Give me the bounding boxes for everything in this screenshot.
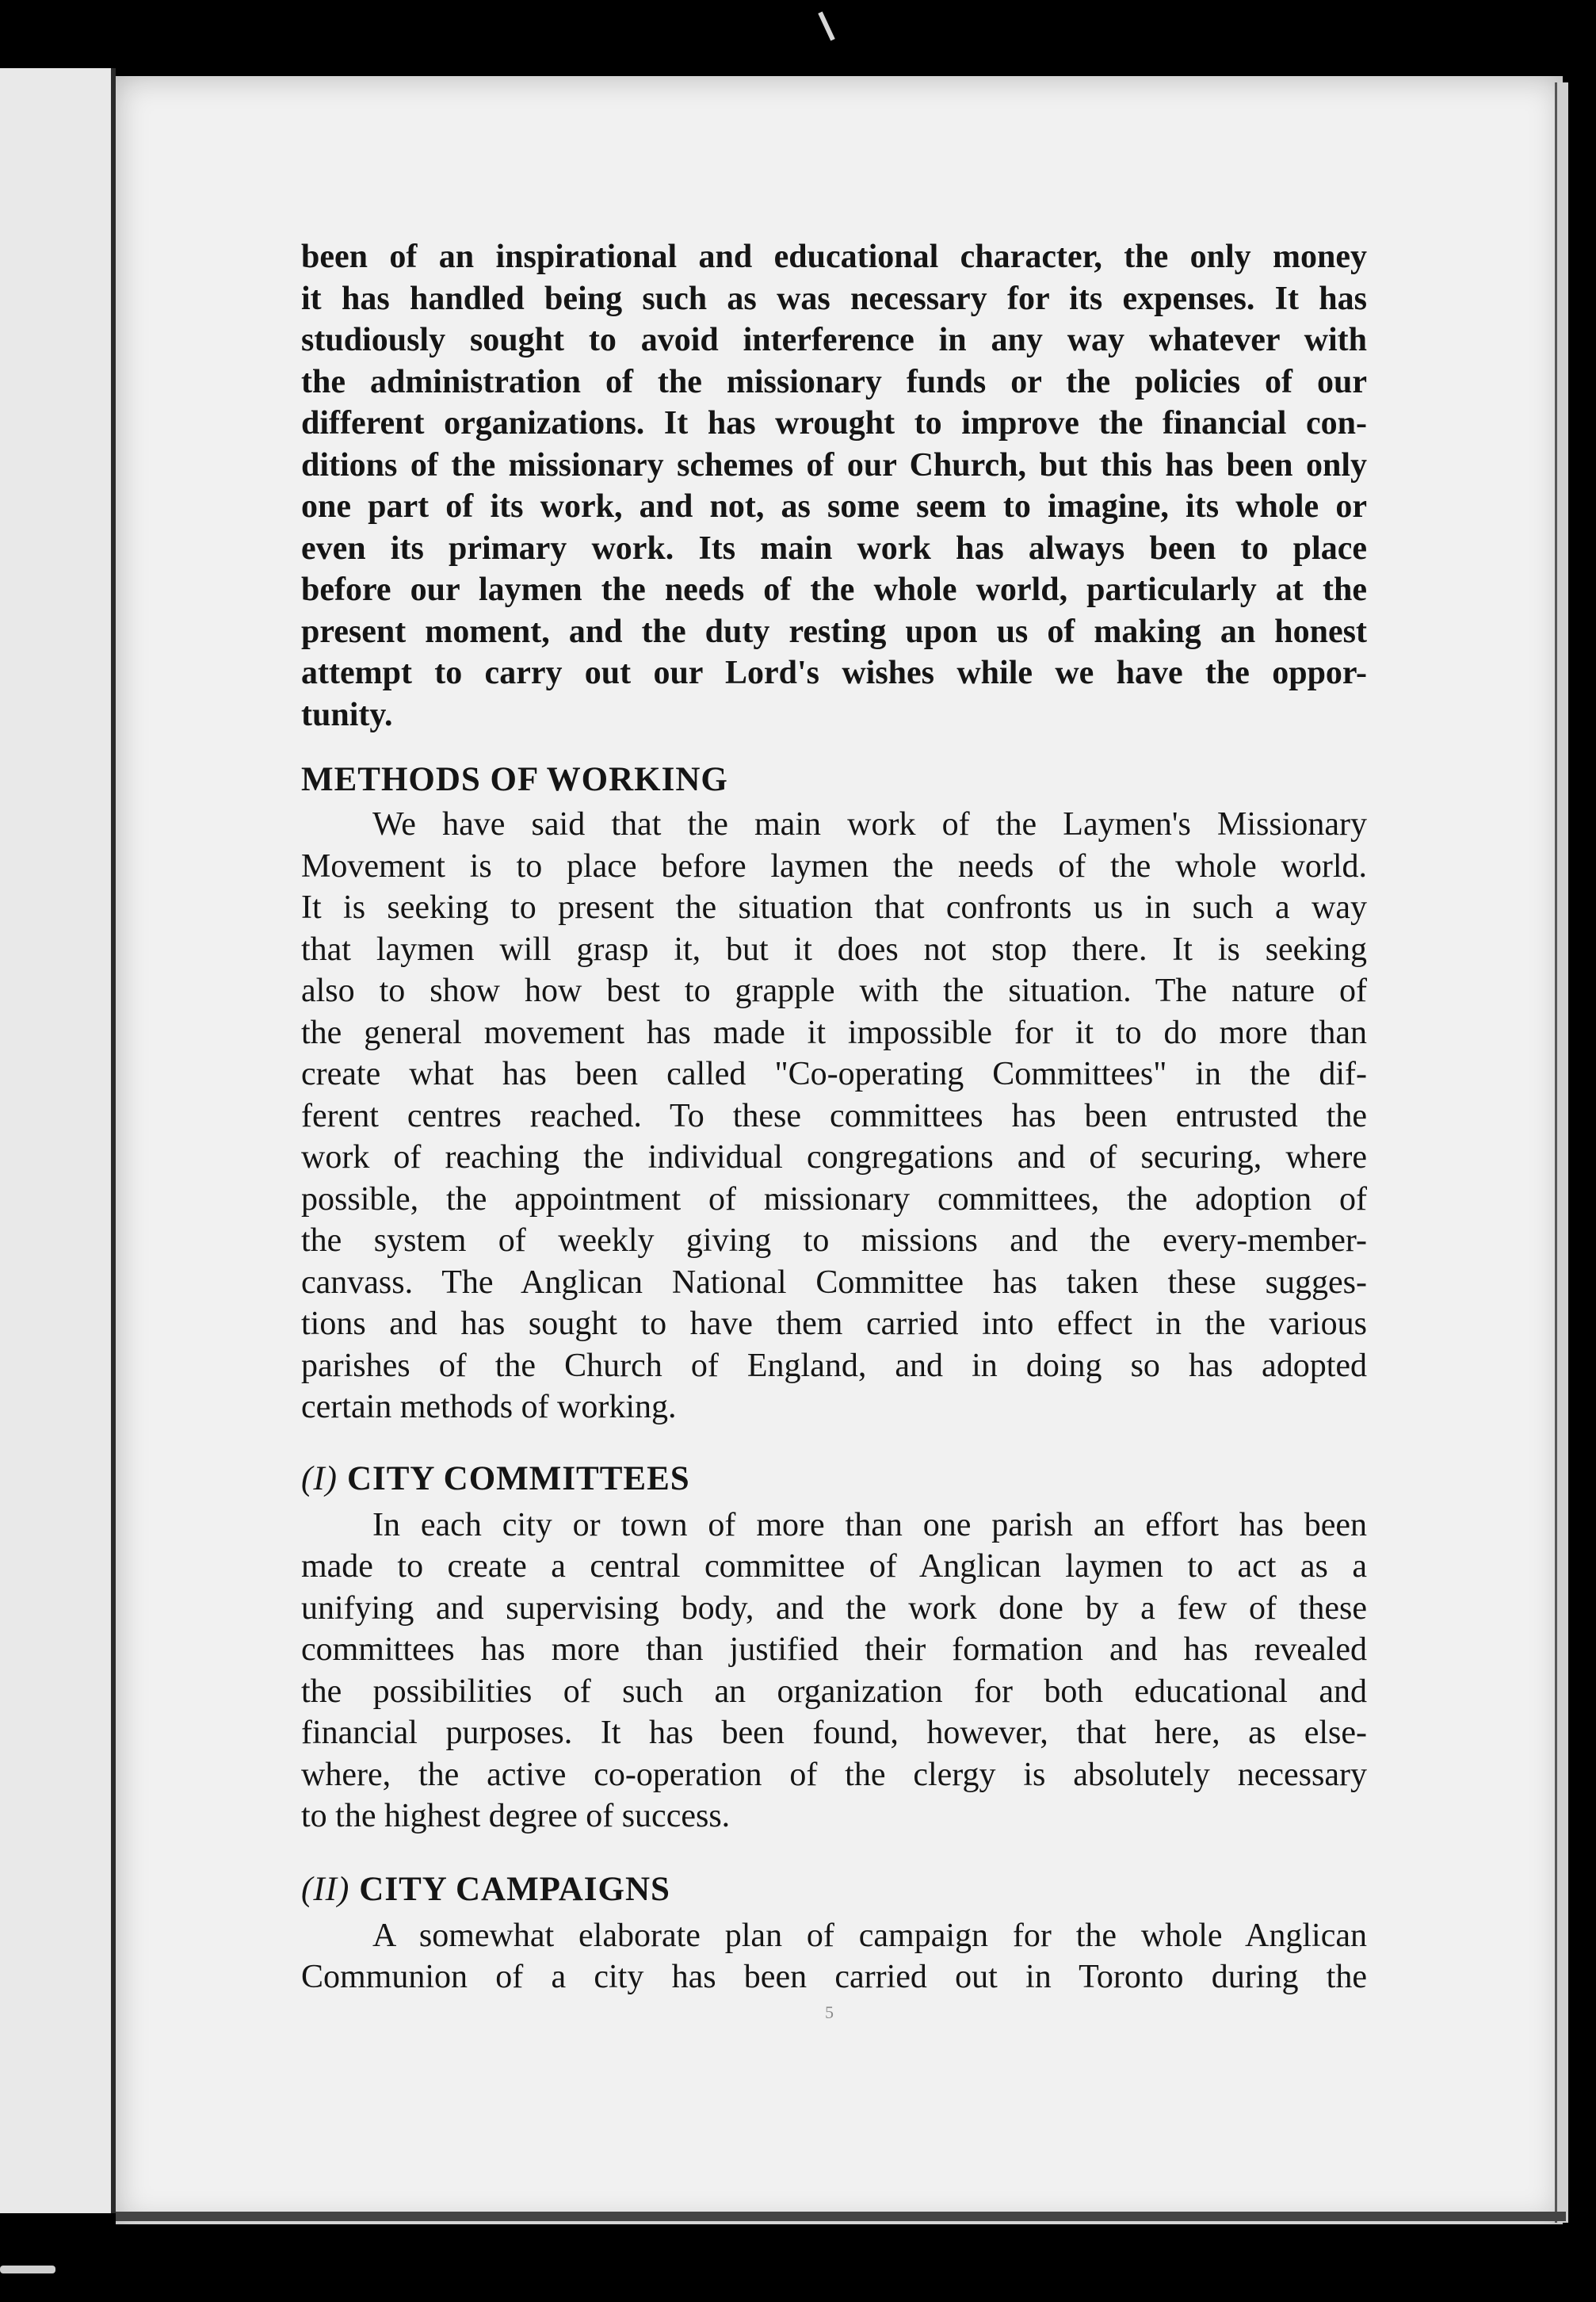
text-line: possible, the appointment of missionary committees, the adoption of — [301, 1180, 1367, 1218]
text-line: the administration of the missionary funds or the policies of our — [301, 363, 1367, 400]
text-line: to the highest degree of success. — [301, 1798, 731, 1834]
paragraph-intro — [301, 236, 1367, 736]
text-line: where, the active co-operation of the clergy is absolutely necessary — [301, 1756, 1367, 1793]
text-line: financial purposes. It has been found, however, that here, as else- — [301, 1715, 1367, 1751]
text-line: one part of its work, and not, as some seem to imagine, its whole or — [301, 488, 1367, 525]
text-line: present moment, and the duty resting upon us of making an honest — [301, 613, 1367, 650]
text-line: certain methods of working. — [301, 1389, 677, 1425]
paragraph-city-committees — [301, 1505, 1367, 1837]
text-line: the system of weekly giving to missions and the every-member- — [301, 1222, 1367, 1259]
text-line: before our laymen the needs of the whole world, particularly at the — [301, 572, 1367, 608]
text-line: We have said that the main work of the Laymen's Missionary — [372, 806, 1367, 843]
text-line: work of reaching the individual congregations and of securing, where — [301, 1139, 1367, 1176]
text-line: studiously sought to avoid interference in any way whatever with — [301, 322, 1367, 358]
heading-city-campaigns — [301, 1869, 1367, 1910]
text-line: even its primary work. Its main work has always been to place — [301, 530, 1367, 567]
text-line: create what has been called "Co-operating Committees" in the dif- — [301, 1056, 1367, 1092]
page-bottom-edge — [116, 2212, 1566, 2221]
text-line: also to show how best to grapple with the situation. The nature of — [301, 973, 1367, 1009]
text-line: that laymen will grasp it, but it does not stop there. It is seeking — [301, 931, 1367, 968]
text-line: the general movement has made it impossible for it to do more than — [301, 1014, 1367, 1051]
page-number: 5 — [825, 2002, 834, 2022]
text-line: ditions of the missionary schemes of our Church, but this has been only — [301, 446, 1367, 484]
facing-page-edge — [0, 68, 116, 2213]
text-line: Communion of a city has been carried out in Toronto during the — [301, 1959, 1367, 1995]
page-text — [301, 236, 1367, 1998]
text-line: canvass. The Anglican National Committee has taken these sugges- — [301, 1264, 1367, 1301]
text-line: unifying and supervising body, and the work done by a few of these — [301, 1589, 1367, 1627]
text-line: It is seeking to present the situation that confronts us in such a way — [301, 889, 1367, 926]
section-title: CITY COMMITTEES — [346, 1459, 690, 1497]
scan-artifact-mark — [818, 12, 834, 41]
text-line: attempt to carry out our Lord's wishes while we have the oppor- — [301, 655, 1367, 691]
text-line: tions and has sought to have them carried into effect in the various — [301, 1306, 1367, 1342]
section-number: (I) — [301, 1459, 338, 1497]
page-right-edge — [1555, 82, 1568, 2223]
text-line: tunity. — [301, 696, 393, 733]
heading-city-committees — [301, 1459, 1367, 1500]
text-line: In each city or town of more than one parish an effort has been — [372, 1506, 1367, 1543]
section-title: CITY CAMPAIGNS — [359, 1870, 670, 1908]
heading-methods-of-working: METHODS OF WORKING — [301, 761, 728, 798]
text-line: ferent centres reached. To these committees has been entrusted the — [301, 1097, 1367, 1134]
scan-artifact-bottom-mark — [0, 2266, 55, 2273]
text-line: the possibilities of such an organization for both educational and — [301, 1673, 1367, 1710]
text-line: parishes of the Church of England, and in doing so has adopted — [301, 1347, 1367, 1384]
text-line: it has handled being such as was necessary for its expenses. It has — [301, 280, 1367, 317]
text-line: committees has more than justified their formation and has revealed — [301, 1631, 1367, 1668]
section-number: (II) — [301, 1870, 350, 1908]
text-line: different organizations. It has wrought to improve the financial con- — [301, 405, 1367, 442]
paragraph-city-campaigns — [301, 1915, 1367, 1998]
text-line: made to create a central committee of Anglican laymen to act as a — [301, 1548, 1367, 1585]
paragraph-methods — [301, 804, 1367, 1428]
text-line: Movement is to place before laymen the needs of the whole world. — [301, 847, 1367, 885]
text-line: been of an inspirational and educational character, the only money — [301, 239, 1367, 275]
text-line: A somewhat elaborate plan of campaign for the whole Anglican — [372, 1917, 1367, 1954]
